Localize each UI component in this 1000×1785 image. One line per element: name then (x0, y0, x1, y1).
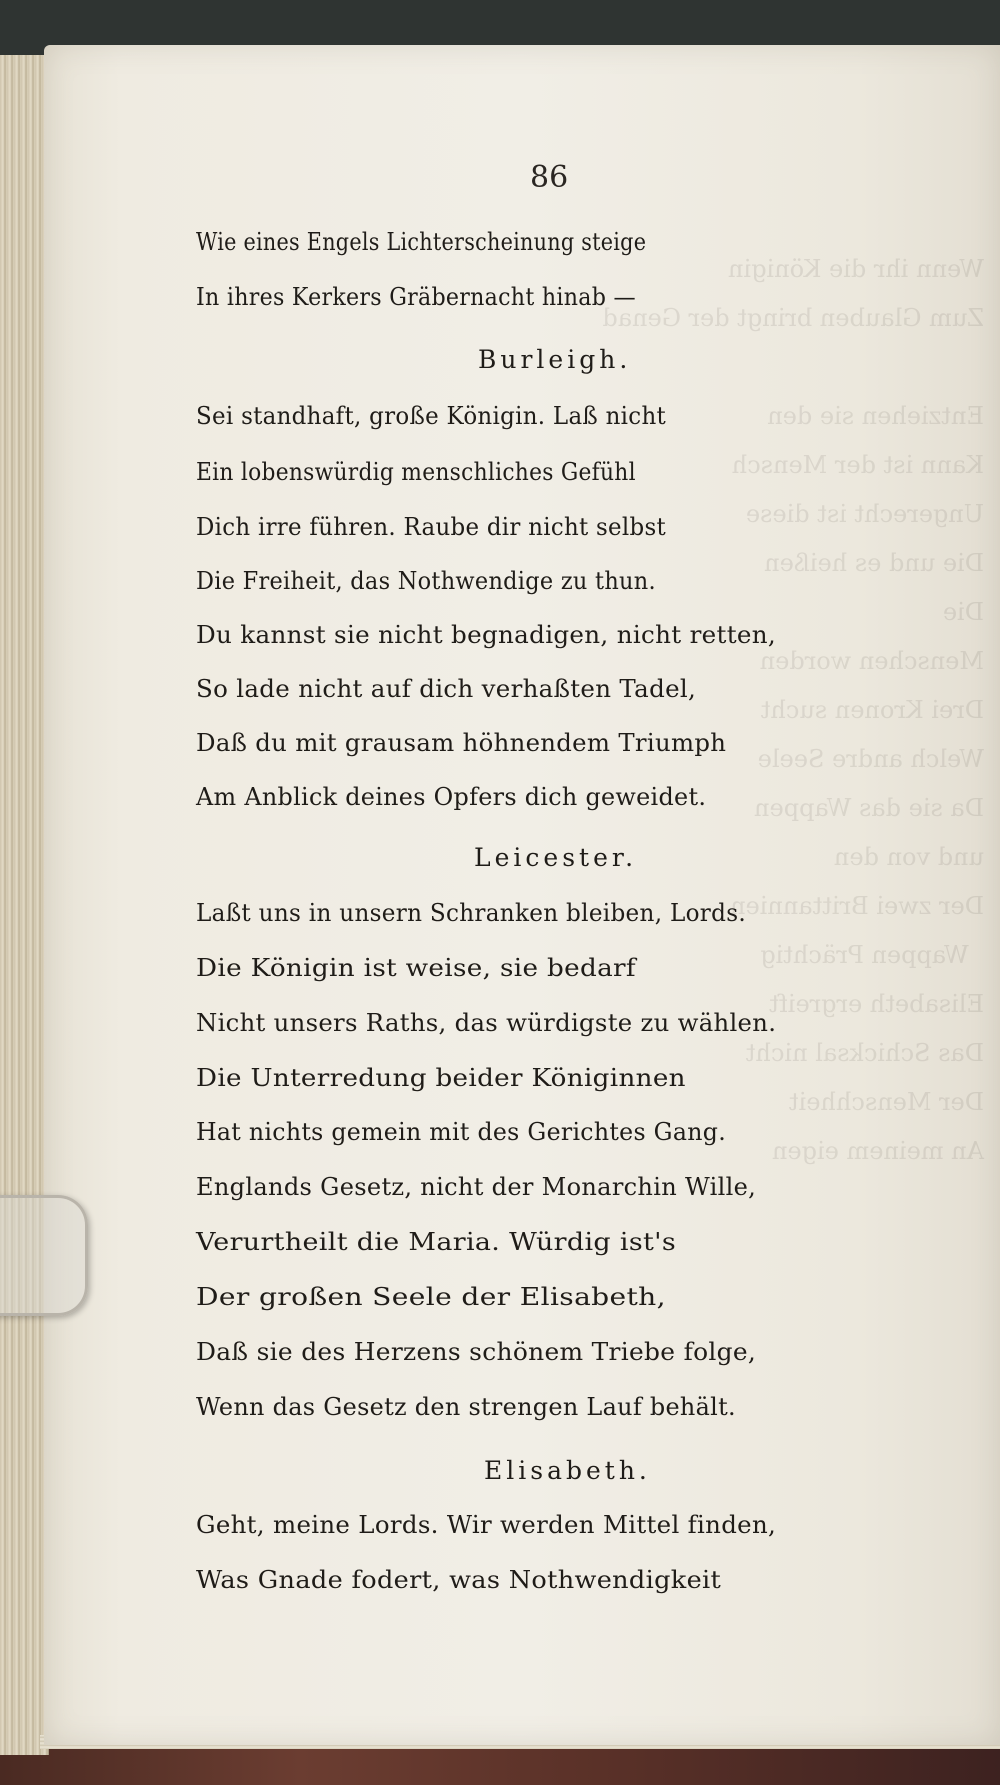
speaker-name: Elisabeth. (484, 1456, 651, 1485)
verse-line: Die Freiheit, das Nothwendige zu thun. (196, 567, 656, 595)
verse-line: Ein lobenswürdig menschliches Gefühl (196, 458, 636, 486)
verse-line: Die Königin ist weise, sie bedarf (196, 954, 636, 982)
bookmark-clip (0, 1195, 88, 1316)
page-stack-edge (0, 55, 49, 1755)
verse-line: Hat nichts gemein mit des Gerichtes Gang. (196, 1118, 727, 1146)
speaker-name: Burleigh. (478, 345, 632, 374)
verse-line: Laßt uns in unsern Schranken bleiben, Lords. (196, 899, 747, 927)
verse-line: So lade nicht auf dich verhaßten Tadel, (196, 675, 697, 703)
verse-line: Wie eines Engels Lichterscheinung steige (196, 228, 647, 256)
verse-line: Was Gnade fodert, was Nothwendigkeit (196, 1566, 722, 1594)
verse-line: Nicht unsers Raths, das würdigste zu wählen. (196, 1009, 777, 1037)
page-number: 86 (530, 160, 569, 195)
verse-line: Daß sie des Herzens schönem Triebe folge, (196, 1338, 757, 1366)
verse-line: Die Unterredung beider Königinnen (196, 1064, 686, 1092)
verse-line: Englands Gesetz, nicht der Monarchin Wille, (196, 1173, 757, 1201)
show-through-text: Wenn ihr die Königin Zum Glauben bringt der Genad Entziehen sie den Kann ist der Mensch Ungerecht ist diese Die und es heißen Die Menschen worden Drei Kronen sucht Welch andre Seele Da sie das Wappen und von den Der zwei Brittannien Wappen Prächtig Elisabeth ergreift Das Schicksal nicht Der Menschheit An meinem eigen (602, 255, 984, 1165)
verse-line: Am Anblick deines Opfers dich geweidet. (196, 783, 707, 811)
verse-line: Daß du mit grausam höhnendem Triumph (196, 729, 727, 757)
verse-line: Dich irre führen. Raube dir nicht selbst (196, 513, 666, 541)
verse-line: Geht, meine Lords. Wir werden Mittel finden, (196, 1511, 777, 1539)
verse-line: In ihres Kerkers Gräbernacht hinab — (196, 283, 636, 311)
verse-line: Der großen Seele der Elisabeth, (196, 1283, 666, 1311)
verse-line: Verurtheilt die Maria. Würdig ist's (196, 1228, 677, 1256)
verse-line: Du kannst sie nicht begnadigen, nicht retten, (196, 621, 777, 649)
verse-line: Sei standhaft, große Königin. Laß nicht (196, 402, 667, 430)
speaker-name: Leicester. (474, 843, 638, 872)
verse-line: Wenn das Gesetz den strengen Lauf behält. (196, 1393, 736, 1421)
